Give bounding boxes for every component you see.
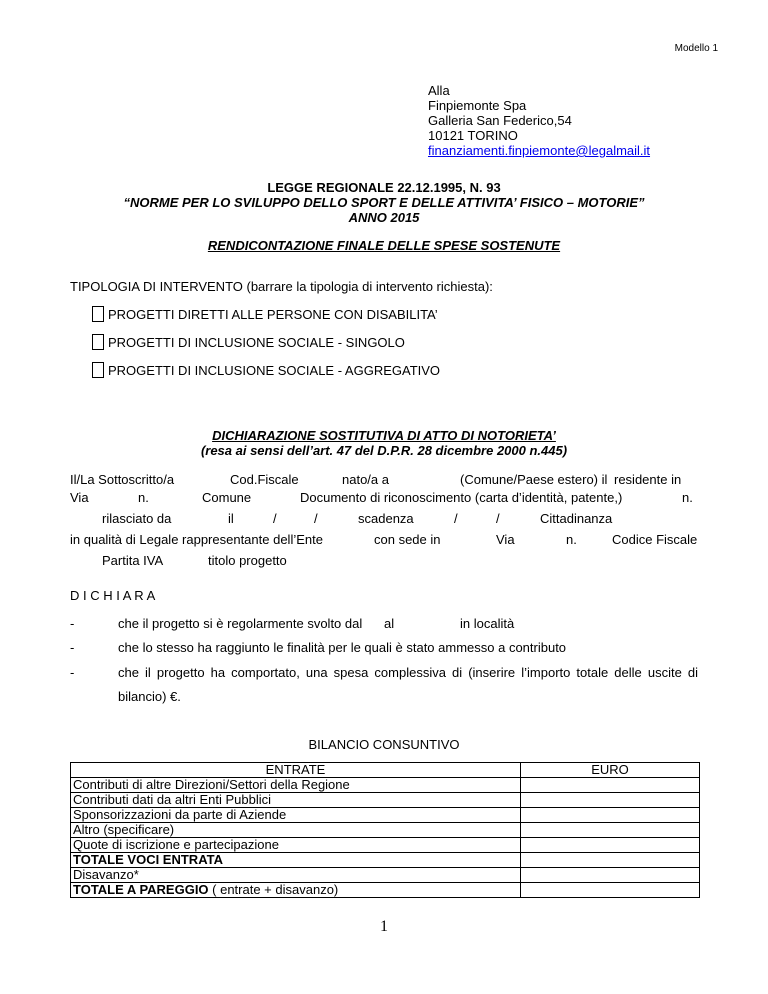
law-title: LEGGE REGIONALE 22.12.1995, N. 93 xyxy=(267,180,501,195)
row-label xyxy=(71,883,521,898)
bullet-svolto-dal: che il progetto si è regolarmente svolto dal xyxy=(118,616,363,631)
table-row xyxy=(71,793,700,808)
table-header-row xyxy=(71,763,700,778)
row-value-cell[interactable] xyxy=(521,868,700,883)
row-label: TOTALE VOCI ENTRATA xyxy=(71,853,521,868)
table-row xyxy=(71,838,700,853)
bilancio-title: BILANCIO CONSUNTIVO xyxy=(308,737,460,752)
field-via: Via xyxy=(70,490,89,505)
row-value-cell[interactable] xyxy=(521,778,700,793)
row-value-cell[interactable] xyxy=(521,838,700,853)
bullet-spesa-line1: che il progetto ha comportato, una spesa complessiva di (inserire l’importo totale delle uscite di xyxy=(118,665,698,680)
option-label: PROGETTI DI INCLUSIONE SOCIALE - SINGOLO xyxy=(108,335,405,350)
row-label: Altro (specificare) xyxy=(71,823,521,838)
recipient-line: Galleria San Federico,54 xyxy=(428,113,572,128)
law-subject: “NORME PER LO SVILUPPO DELLO SPORT E DELLE ATTIVITA’ FISICO – MOTORIE” xyxy=(123,195,645,210)
field-legale-rappresentante: in qualità di Legale rappresentante dell’Ente xyxy=(70,532,323,547)
bullet-al: al xyxy=(384,616,395,631)
field-sede: con sede in xyxy=(374,532,441,547)
field-sottoscritto: Il/La Sottoscritto/a xyxy=(70,472,175,487)
field-il: il xyxy=(228,511,234,526)
field-partita-iva: Partita IVA xyxy=(102,553,164,568)
recipient-block xyxy=(428,83,650,158)
field-slash: / xyxy=(454,511,458,526)
row-label: Disavanzo* xyxy=(71,868,521,883)
totale-pareggio-label: TOTALE A PAREGGIO xyxy=(73,882,209,897)
field-slash: / xyxy=(314,511,318,526)
option-aggregativo xyxy=(92,362,440,378)
field-codice-fiscale: Codice Fiscale xyxy=(612,532,698,547)
option-label: PROGETTI DIRETTI ALLE PERSONE CON DISABILITA’ xyxy=(108,307,438,322)
bullet-localita: in località xyxy=(460,616,515,631)
totale-pareggio-note: ( entrate + disavanzo) xyxy=(208,882,339,897)
option-label: PROGETTI DI INCLUSIONE SOCIALE - AGGREGATIVO xyxy=(108,363,441,378)
report-title: RENDICONTAZIONE FINALE DELLE SPESE SOSTENUTE xyxy=(207,238,561,253)
row-value-cell[interactable] xyxy=(521,853,700,868)
bullet-dash: - xyxy=(70,616,75,631)
row-label: Contributi di altre Direzioni/Settori della Regione xyxy=(71,778,521,793)
year-title: ANNO 2015 xyxy=(348,210,420,225)
table-row-disavanzo xyxy=(71,868,700,883)
row-value-cell[interactable] xyxy=(521,793,700,808)
dichiara-heading: D I C H I A R A xyxy=(70,588,156,603)
option-singolo xyxy=(92,334,405,350)
dichiarazione-title: DICHIARAZIONE SOSTITUTIVA DI ATTO DI NOTORIETA’ xyxy=(212,428,556,443)
field-slash: / xyxy=(496,511,500,526)
field-slash: / xyxy=(273,511,277,526)
field-scadenza: scadenza xyxy=(358,511,414,526)
checkbox[interactable] xyxy=(92,334,104,350)
recipient-line: 10121 TORINO xyxy=(428,128,518,143)
row-value-cell[interactable] xyxy=(521,883,700,898)
recipient-email-link[interactable]: finanziamenti.finpiemonte@legalmail.it xyxy=(428,143,651,158)
table-row-totale-pareggio xyxy=(71,883,700,898)
field-comune: Comune xyxy=(202,490,252,505)
recipient-line: Finpiemonte Spa xyxy=(428,98,527,113)
row-value-cell[interactable] xyxy=(521,808,700,823)
bullet-dash: - xyxy=(70,665,75,680)
table-row-totale-entrata xyxy=(71,853,700,868)
row-label: Quote di iscrizione e partecipazione xyxy=(71,838,521,853)
field-nato: nato/a a xyxy=(342,472,389,487)
recipient-line: Alla xyxy=(428,83,450,98)
bullet-finalita: che lo stesso ha raggiunto le finalità per le quali è stato ammesso a contributo xyxy=(118,640,567,655)
table-row xyxy=(71,778,700,793)
field-residente: residente in xyxy=(614,472,682,487)
table-row xyxy=(71,823,700,838)
field-n: n. xyxy=(138,490,149,505)
field-doc-n: n. xyxy=(682,490,693,505)
field-cod-fiscale: Cod.Fiscale xyxy=(230,472,299,487)
col-euro: EURO xyxy=(521,763,700,778)
page-number: 1 xyxy=(380,918,388,935)
row-label: Sponsorizzazioni da parte di Aziende xyxy=(71,808,521,823)
field-titolo-progetto: titolo progetto xyxy=(208,553,287,568)
field-comune-il: (Comune/Paese estero) il xyxy=(460,472,608,487)
field-sede-via: Via xyxy=(496,532,515,547)
tipologia-label: TIPOLOGIA DI INTERVENTO (barrare la tipologia di intervento richiesta): xyxy=(70,279,493,294)
field-cittadinanza: Cittadinanza xyxy=(540,511,613,526)
field-documento: Documento di riconoscimento (carta d’identità, patente,) xyxy=(300,490,623,505)
bullet-spesa-line2: bilancio) €. xyxy=(118,689,181,704)
checkbox[interactable] xyxy=(92,362,104,378)
checkbox[interactable] xyxy=(92,306,104,322)
option-disabilita xyxy=(92,306,438,322)
field-sede-n: n. xyxy=(566,532,577,547)
field-rilasciato: rilasciato da xyxy=(102,511,172,526)
dichiarazione-subtitle: (resa ai sensi dell’art. 47 del D.P.R. 28 dicembre 2000 n.445) xyxy=(200,443,568,458)
model-label: Modello 1 xyxy=(674,43,718,54)
bullet-dash: - xyxy=(70,640,75,655)
table-row xyxy=(71,808,700,823)
bilancio-table xyxy=(70,762,700,898)
row-label: Contributi dati da altri Enti Pubblici xyxy=(71,793,521,808)
row-value-cell[interactable] xyxy=(521,823,700,838)
col-entrate: ENTRATE xyxy=(71,763,521,778)
